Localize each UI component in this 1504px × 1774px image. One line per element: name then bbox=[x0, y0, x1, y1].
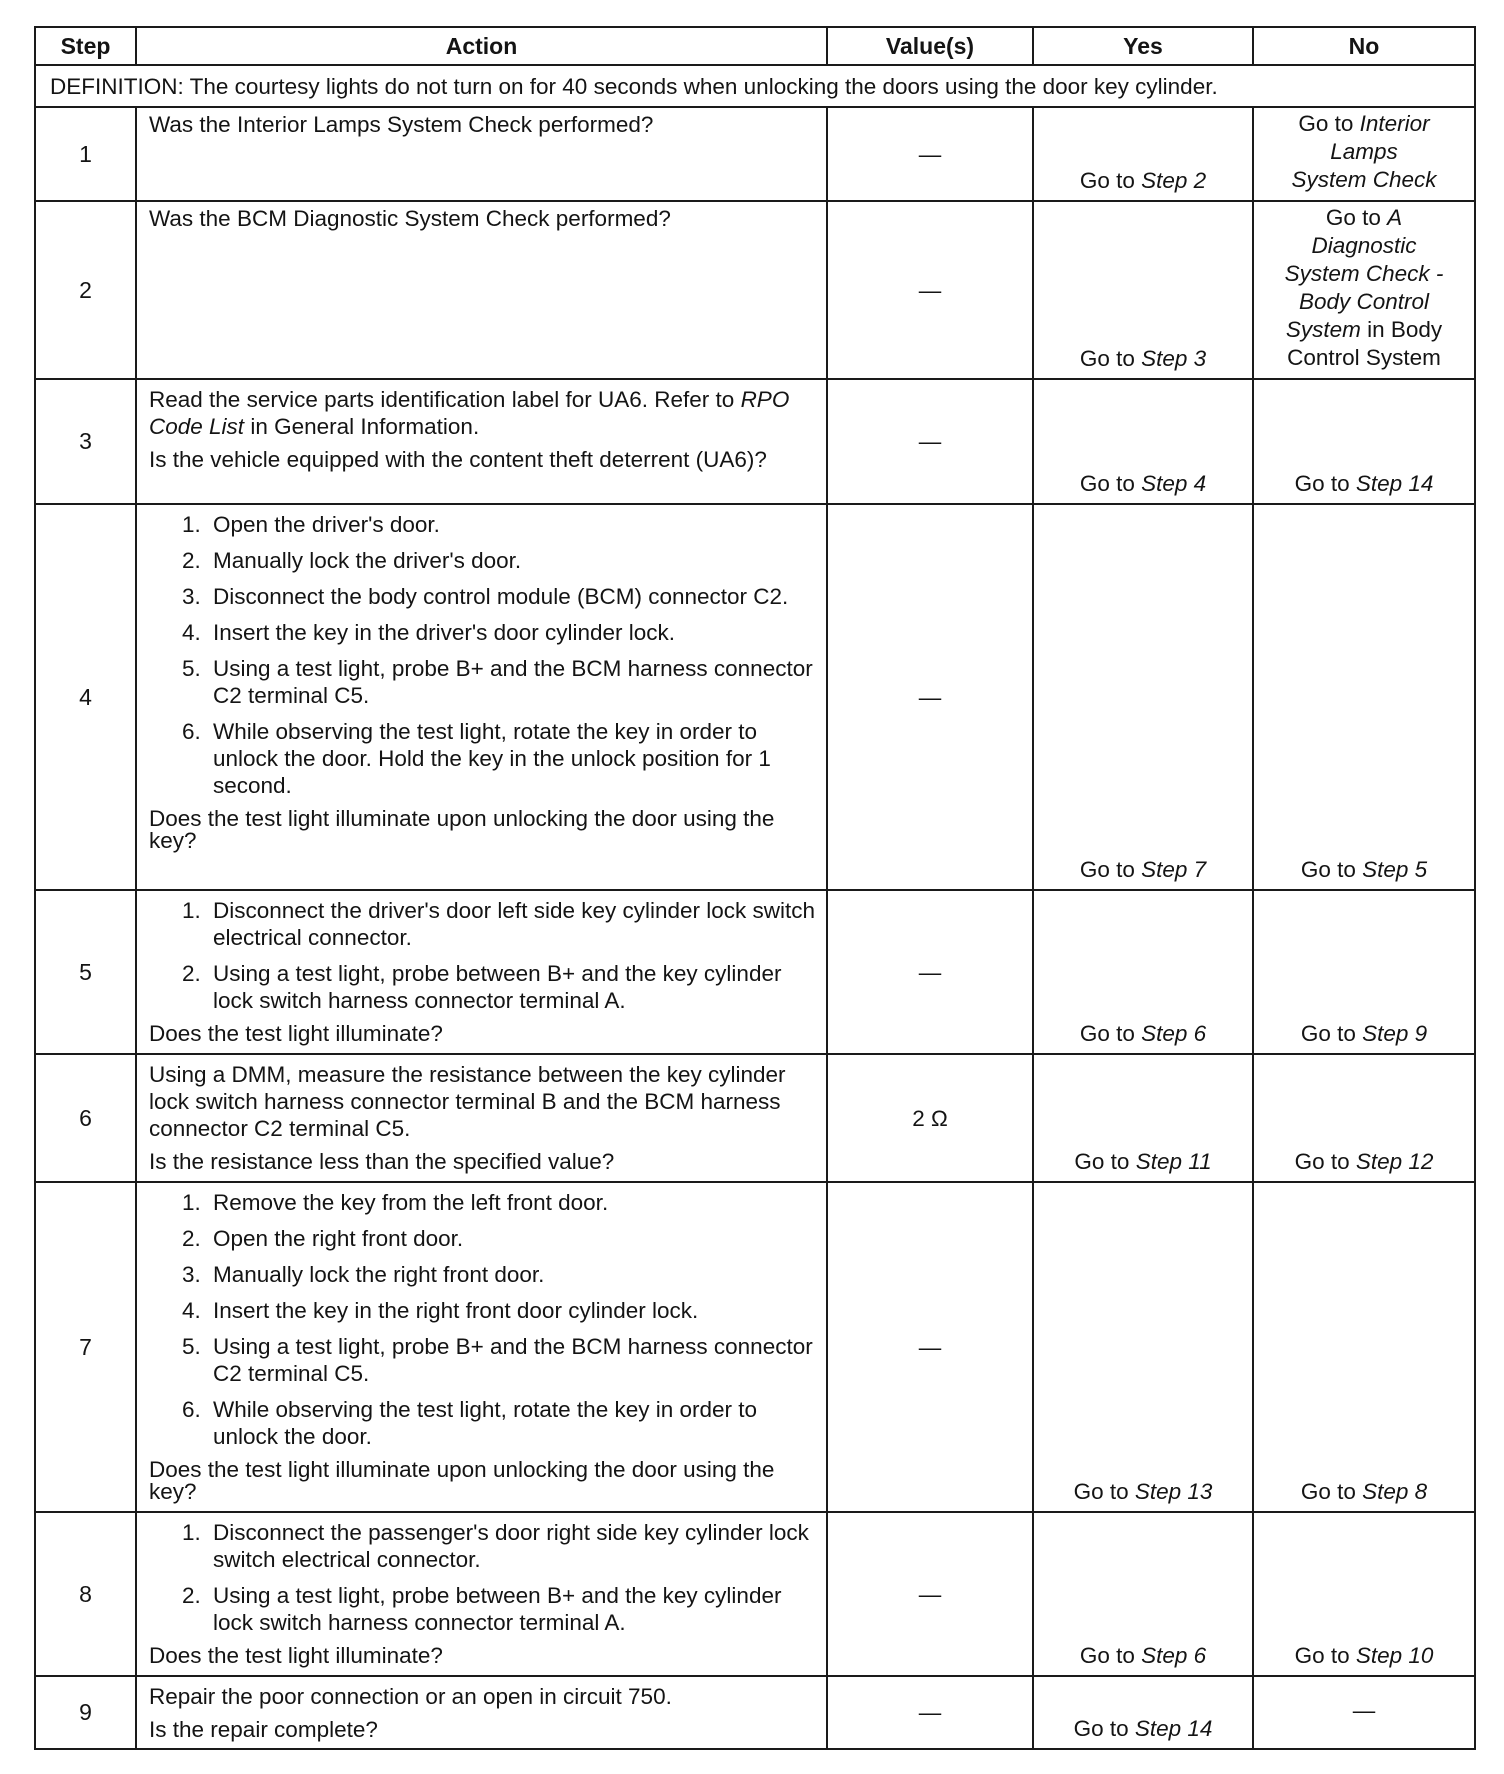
action-steps-list bbox=[149, 1189, 816, 1450]
value-cell: — bbox=[827, 1512, 1033, 1676]
header-values: Value(s) bbox=[827, 27, 1033, 65]
goto-suffix: Control System bbox=[1287, 345, 1441, 370]
list-item: 1. Remove the key from the left front door. bbox=[207, 1189, 816, 1216]
goto-link[interactable]: Step 14 bbox=[1355, 471, 1434, 496]
no-cell bbox=[1253, 201, 1475, 379]
goto-prefix: Go to bbox=[1294, 471, 1350, 496]
goto-link[interactable]: Step 2 bbox=[1141, 168, 1207, 193]
goto-prefix: Go to bbox=[1300, 1479, 1356, 1504]
step-number: 2 bbox=[35, 201, 136, 379]
action-cell bbox=[136, 1054, 827, 1182]
list-item: 1. Disconnect the driver's door left side key cylinder lock switch electrical connector. bbox=[207, 897, 816, 951]
list-item: 6. While observing the test light, rotate the key in order to unlock the door. bbox=[207, 1396, 816, 1450]
action-cell bbox=[136, 379, 827, 504]
action-question: Was the Interior Lamps System Check performed? bbox=[149, 112, 654, 137]
step-number: 4 bbox=[35, 504, 136, 890]
list-item: 5. Using a test light, probe B+ and the BCM harness connector C2 terminal C5. bbox=[207, 655, 816, 709]
list-item: 2. Using a test light, probe between B+ and the key cylinder lock switch harness connector terminal A. bbox=[207, 1582, 816, 1636]
goto-link[interactable]: Step 6 bbox=[1141, 1643, 1207, 1668]
value-cell: — bbox=[827, 201, 1033, 379]
value-cell: — bbox=[827, 1676, 1033, 1749]
table-row bbox=[35, 107, 1475, 201]
value-cell: — bbox=[827, 107, 1033, 201]
goto-link[interactable]: Step 9 bbox=[1362, 1021, 1428, 1046]
action-question: Is the repair complete? bbox=[149, 1717, 378, 1742]
diagnostic-table bbox=[34, 26, 1476, 1750]
goto-prefix: Go to bbox=[1294, 1643, 1350, 1668]
goto-link[interactable]: System bbox=[1285, 317, 1361, 342]
yes-cell bbox=[1033, 201, 1253, 379]
action-text-part: in General Information. bbox=[250, 414, 480, 439]
action-question: Is the vehicle equipped with the content theft deterrent (UA6)? bbox=[149, 447, 767, 472]
yes-cell bbox=[1033, 379, 1253, 504]
list-item: 4. Insert the key in the driver's door cylinder lock. bbox=[207, 619, 816, 646]
no-cell bbox=[1253, 107, 1475, 201]
step-number: 6 bbox=[35, 1054, 136, 1182]
reference-link[interactable]: RPO Code List bbox=[149, 387, 790, 439]
no-cell: — bbox=[1253, 1676, 1475, 1749]
goto-prefix: Go to bbox=[1079, 346, 1135, 371]
list-item: 1. Open the driver's door. bbox=[207, 511, 816, 538]
action-question: Does the test light illuminate? bbox=[149, 1021, 443, 1046]
header-step: Step bbox=[35, 27, 136, 65]
list-item: 4. Insert the key in the right front door cylinder lock. bbox=[207, 1297, 816, 1324]
goto-prefix: Go to bbox=[1294, 1149, 1350, 1174]
table-row bbox=[35, 890, 1475, 1054]
goto-link[interactable]: Step 8 bbox=[1362, 1479, 1428, 1504]
goto-link[interactable]: System Check bbox=[1291, 167, 1437, 192]
goto-link[interactable]: Step 10 bbox=[1355, 1643, 1434, 1668]
goto-prefix: Go to bbox=[1074, 1149, 1130, 1174]
goto-prefix: Go to bbox=[1073, 1479, 1129, 1504]
goto-link[interactable]: Lamps bbox=[1330, 139, 1398, 164]
value-cell: 2 Ω bbox=[827, 1054, 1033, 1182]
action-cell bbox=[136, 107, 827, 201]
action-question: Does the test light illuminate upon unlocking the door using the key? bbox=[149, 1457, 775, 1504]
list-item: 2. Using a test light, probe between B+ and the key cylinder lock switch harness connector terminal A. bbox=[207, 960, 816, 1014]
goto-prefix: Go to bbox=[1300, 1021, 1356, 1046]
goto-prefix: Go to bbox=[1079, 1643, 1135, 1668]
no-cell bbox=[1253, 504, 1475, 890]
action-cell bbox=[136, 201, 827, 379]
action-cell bbox=[136, 1676, 827, 1749]
header-action: Action bbox=[136, 27, 827, 65]
goto-link[interactable]: Step 7 bbox=[1141, 857, 1207, 882]
goto-suffix: in Body bbox=[1367, 317, 1443, 342]
value-cell: — bbox=[827, 1182, 1033, 1512]
goto-link[interactable]: Interior bbox=[1359, 111, 1430, 136]
goto-link[interactable]: Step 6 bbox=[1141, 1021, 1207, 1046]
list-item: 5. Using a test light, probe B+ and the BCM harness connector C2 terminal C5. bbox=[207, 1333, 816, 1387]
goto-link[interactable]: Step 11 bbox=[1135, 1149, 1212, 1174]
goto-prefix: Go to bbox=[1300, 857, 1356, 882]
goto-link[interactable]: Diagnostic bbox=[1311, 233, 1417, 258]
goto-link[interactable]: Step 3 bbox=[1141, 346, 1207, 371]
table-row bbox=[35, 504, 1475, 890]
goto-link[interactable]: Step 14 bbox=[1134, 1716, 1213, 1741]
goto-link[interactable]: Body Control bbox=[1298, 289, 1430, 314]
action-text: Repair the poor connection or an open in circuit 750. bbox=[149, 1684, 672, 1709]
no-cell bbox=[1253, 1182, 1475, 1512]
action-cell bbox=[136, 1182, 827, 1512]
action-steps-list bbox=[149, 511, 816, 799]
yes-cell bbox=[1033, 1054, 1253, 1182]
value-cell: — bbox=[827, 379, 1033, 504]
list-item: 1. Disconnect the passenger's door right side key cylinder lock switch electrical connector. bbox=[207, 1519, 816, 1573]
action-cell bbox=[136, 1512, 827, 1676]
action-question: Does the test light illuminate? bbox=[149, 1643, 443, 1668]
value-cell: — bbox=[827, 890, 1033, 1054]
list-item: 2. Open the right front door. bbox=[207, 1225, 816, 1252]
action-question: Does the test light illuminate upon unlocking the door using the key? bbox=[149, 806, 775, 853]
yes-cell bbox=[1033, 107, 1253, 201]
action-text-part: Read the service parts identification label for UA6. Refer to bbox=[149, 387, 735, 412]
no-cell bbox=[1253, 890, 1475, 1054]
goto-prefix: Go to bbox=[1079, 857, 1135, 882]
action-question: Was the BCM Diagnostic System Check performed? bbox=[149, 206, 671, 231]
goto-prefix: Go to bbox=[1079, 471, 1135, 496]
goto-prefix: Go to bbox=[1079, 168, 1135, 193]
yes-cell bbox=[1033, 1182, 1253, 1512]
no-cell bbox=[1253, 379, 1475, 504]
action-steps-list bbox=[149, 1519, 816, 1636]
no-cell bbox=[1253, 1054, 1475, 1182]
no-cell bbox=[1253, 1512, 1475, 1676]
action-steps-list bbox=[149, 897, 816, 1014]
goto-link[interactable]: System Check - bbox=[1284, 261, 1444, 286]
table-row bbox=[35, 1054, 1475, 1182]
step-number: 7 bbox=[35, 1182, 136, 1512]
goto-link[interactable]: Step 4 bbox=[1141, 471, 1207, 496]
table-row bbox=[35, 1182, 1475, 1512]
table-row bbox=[35, 379, 1475, 504]
goto-link[interactable]: Step 12 bbox=[1355, 1149, 1434, 1174]
definition-row bbox=[35, 65, 1475, 107]
goto-prefix: Go to bbox=[1298, 111, 1354, 136]
table-row bbox=[35, 1512, 1475, 1676]
yes-cell bbox=[1033, 1676, 1253, 1749]
goto-prefix: Go to bbox=[1325, 205, 1381, 230]
list-item: 3. Disconnect the body control module (BCM) connector C2. bbox=[207, 583, 816, 610]
table-row bbox=[35, 201, 1475, 379]
list-item: 3. Manually lock the right front door. bbox=[207, 1261, 816, 1288]
action-cell bbox=[136, 890, 827, 1054]
step-number: 8 bbox=[35, 1512, 136, 1676]
step-number: 5 bbox=[35, 890, 136, 1054]
action-text bbox=[149, 386, 816, 440]
header-no: No bbox=[1253, 27, 1475, 65]
action-cell bbox=[136, 504, 827, 890]
goto-prefix: Go to bbox=[1079, 1021, 1135, 1046]
action-question: Is the resistance less than the specified value? bbox=[149, 1149, 615, 1174]
step-number: 9 bbox=[35, 1676, 136, 1749]
value-cell: — bbox=[827, 504, 1033, 890]
step-number: 1 bbox=[35, 107, 136, 201]
definition-text: DEFINITION: The courtesy lights do not turn on for 40 seconds when unlocking the doors using the door key cylinder. bbox=[35, 65, 1475, 107]
yes-cell bbox=[1033, 1512, 1253, 1676]
goto-link[interactable]: Step 5 bbox=[1362, 857, 1428, 882]
yes-cell bbox=[1033, 504, 1253, 890]
yes-cell bbox=[1033, 890, 1253, 1054]
step-number: 3 bbox=[35, 379, 136, 504]
goto-prefix: Go to bbox=[1073, 1716, 1129, 1741]
goto-link[interactable]: Step 13 bbox=[1134, 1479, 1213, 1504]
list-item: 6. While observing the test light, rotate the key in order to unlock the door. Hold the key in the unlock position for 1 second. bbox=[207, 718, 816, 799]
table-row bbox=[35, 1676, 1475, 1749]
action-text: Using a DMM, measure the resistance between the key cylinder lock switch harness connector terminal B and the BCM harness connector C2 terminal C5. bbox=[149, 1062, 786, 1141]
header-yes: Yes bbox=[1033, 27, 1253, 65]
header-row bbox=[35, 27, 1475, 65]
goto-link[interactable]: A bbox=[1387, 205, 1403, 230]
list-item: 2. Manually lock the driver's door. bbox=[207, 547, 816, 574]
